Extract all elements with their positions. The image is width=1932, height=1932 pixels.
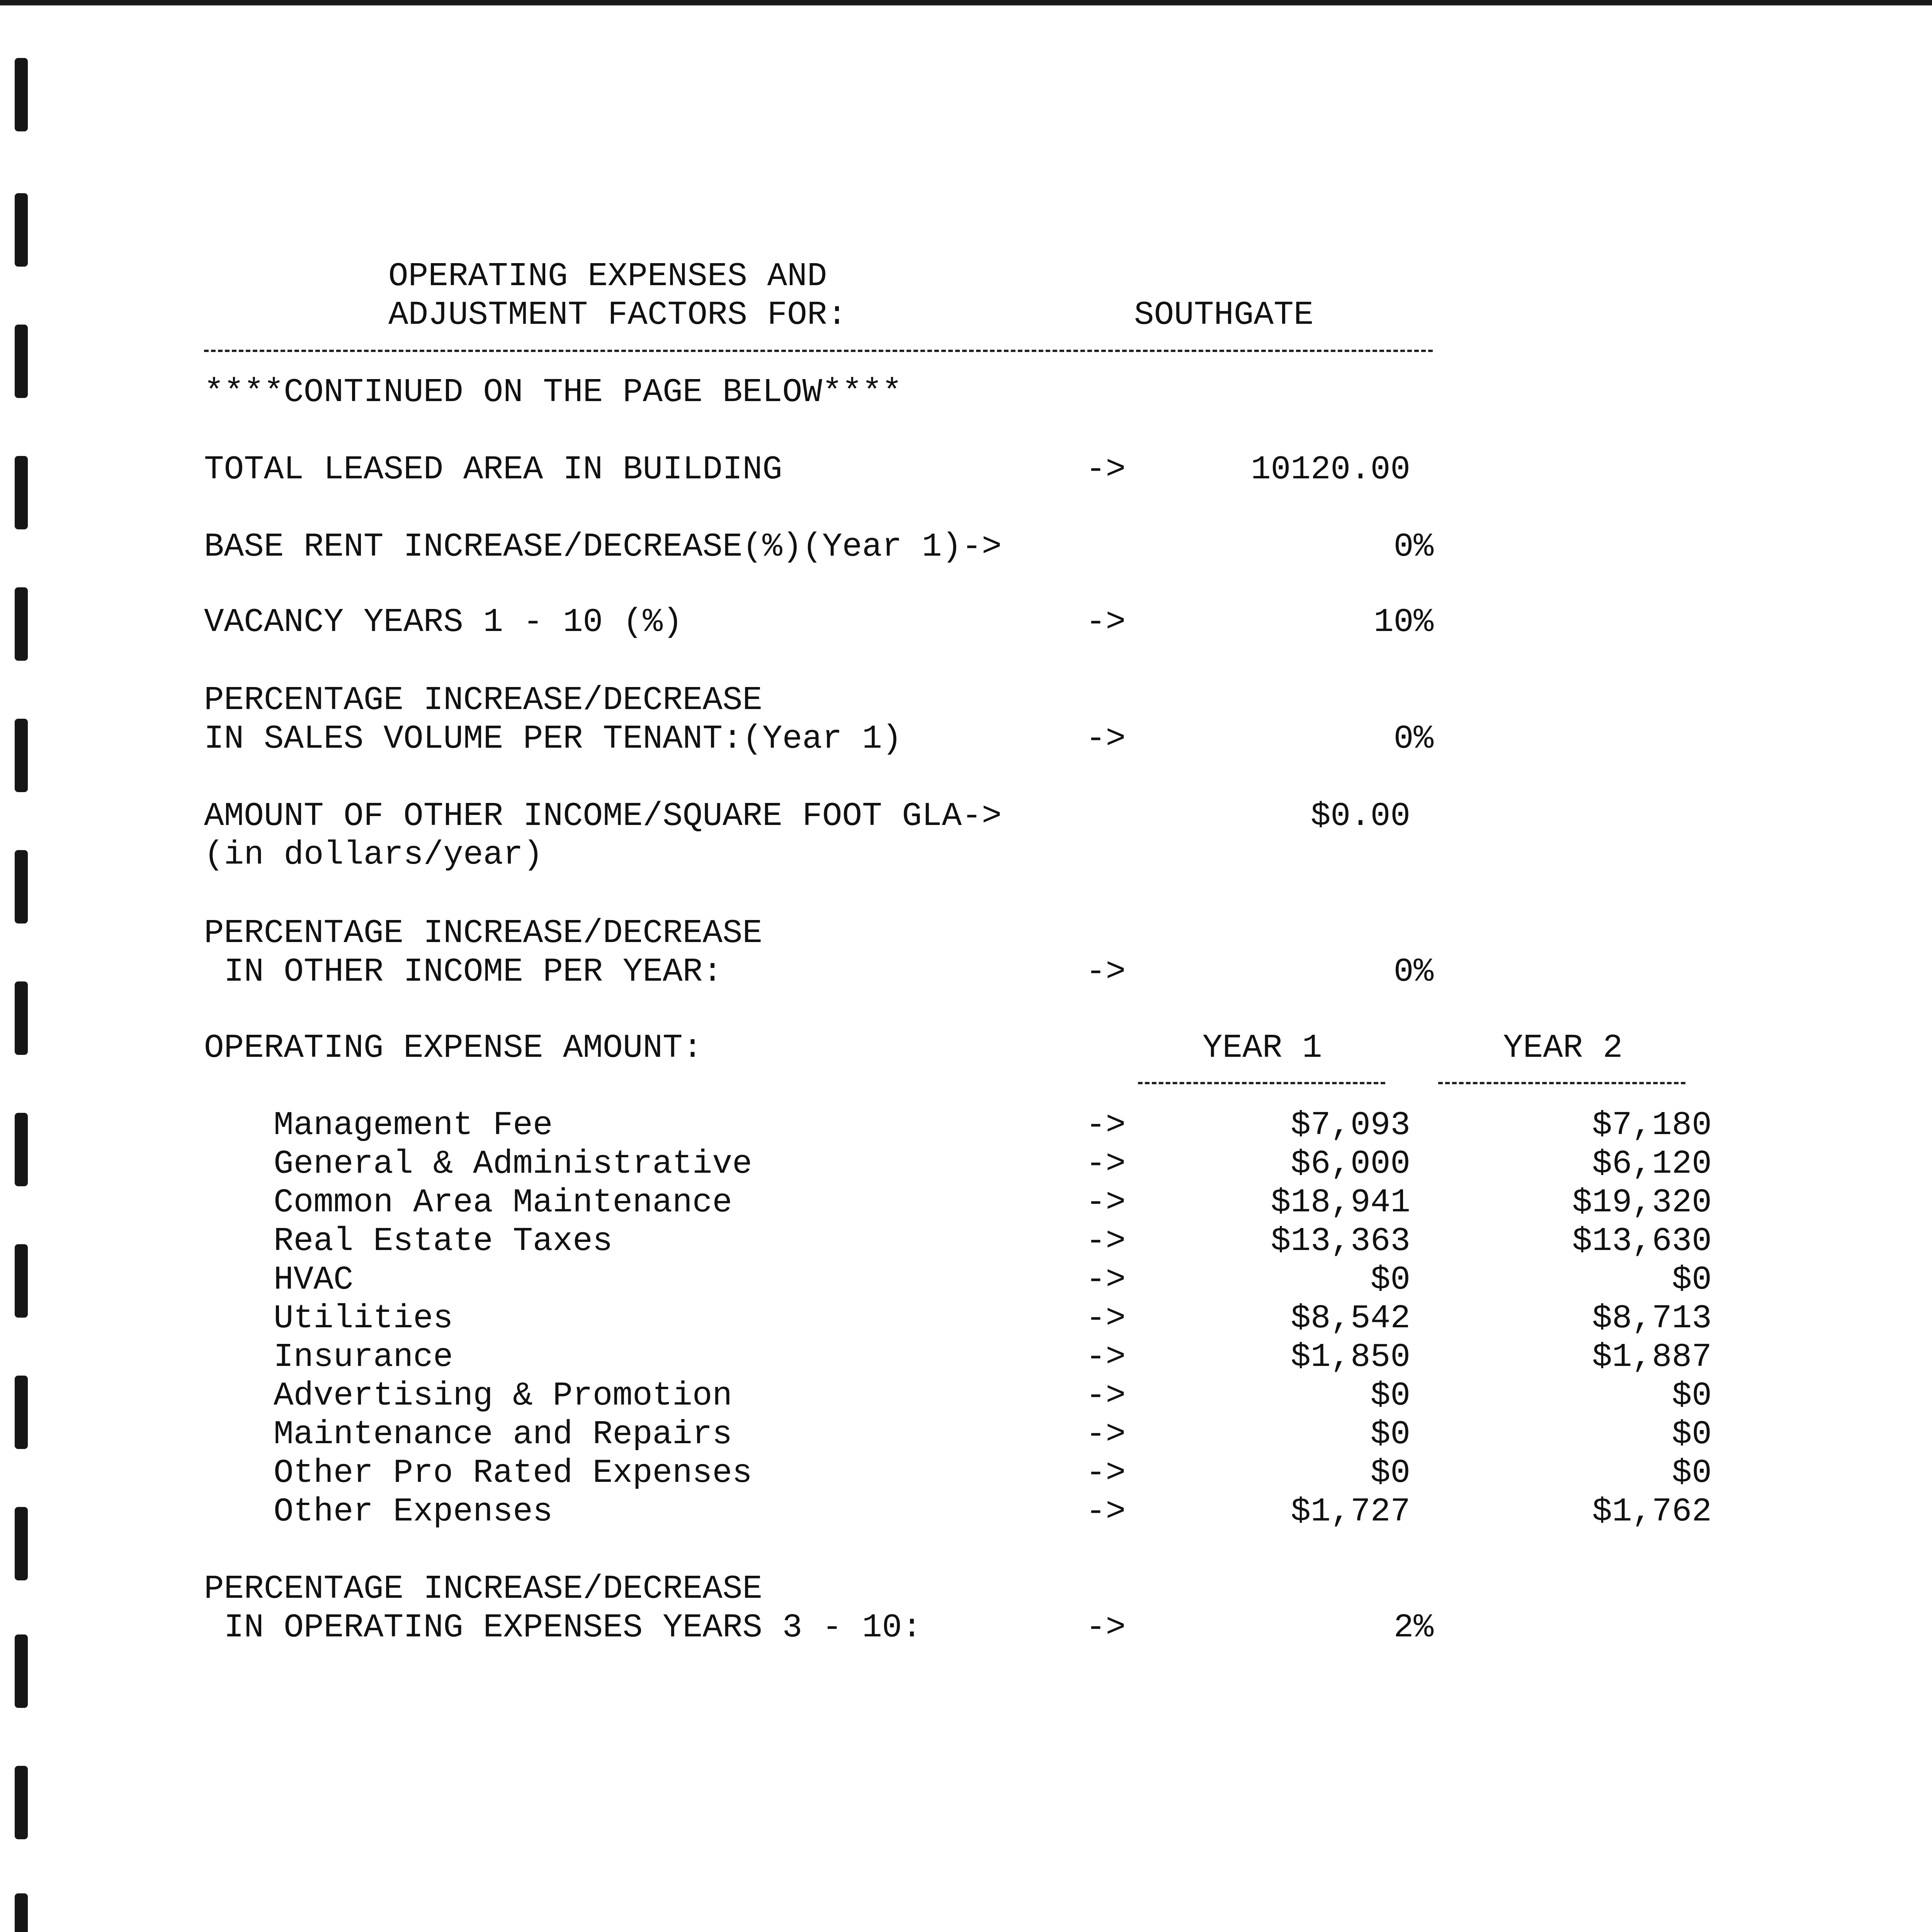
expense-label: Maintenance and Repairs [274, 1415, 732, 1453]
vacancy-value: 10% [1374, 603, 1434, 641]
binder-hole [15, 456, 28, 529]
other-income-change-label-line2: IN OTHER INCOME PER YEAR: [204, 953, 723, 991]
arrow: -> [1086, 1106, 1126, 1144]
binder-hole [15, 1766, 28, 1839]
binder-hole [15, 850, 28, 923]
expense-year1: $1,727 [1291, 1493, 1410, 1531]
expense-label: Advertising & Promotion [274, 1377, 732, 1415]
binder-hole [15, 587, 28, 661]
binder-hole [15, 1634, 28, 1708]
expense-year1: $0 [1370, 1377, 1410, 1415]
binder-hole [15, 1376, 28, 1449]
expense-year1: $0 [1370, 1415, 1410, 1453]
sales-volume-value: 0% [1393, 720, 1434, 758]
sales-volume-label-line2: IN SALES VOLUME PER TENANT:(Year 1) [204, 720, 902, 758]
expense-year2: $8,713 [1592, 1299, 1712, 1337]
binder-hole [15, 325, 28, 398]
arrow: -> [1086, 1184, 1126, 1221]
expense-year1: $1,850 [1291, 1338, 1410, 1376]
expense-label: Management Fee [274, 1106, 553, 1144]
expense-label: Other Expenses [274, 1493, 553, 1531]
arrow: -> [1086, 1454, 1126, 1492]
binder-hole [15, 1893, 28, 1932]
binder-hole [15, 719, 28, 792]
expense-year2: $1,887 [1592, 1338, 1712, 1376]
property-name: SOUTHGATE [1134, 296, 1314, 334]
expense-year2: $0 [1672, 1415, 1712, 1453]
binder-hole [15, 1507, 28, 1580]
expense-year1: $13,363 [1270, 1222, 1410, 1260]
binder-hole [15, 1113, 28, 1186]
page-edge-top [0, 0, 1932, 5]
expense-label: Utilities [274, 1299, 453, 1337]
expense-year2: $6,120 [1592, 1145, 1712, 1183]
opex-change-label-line1: PERCENTAGE INCREASE/DECREASE [204, 1570, 763, 1608]
expense-label: HVAC [274, 1261, 354, 1299]
header-divider [204, 350, 1433, 352]
expense-year1: $8,542 [1291, 1299, 1410, 1337]
expense-year1: $7,093 [1291, 1106, 1410, 1144]
continued-note: ****CONTINUED ON THE PAGE BELOW**** [204, 373, 902, 411]
expense-year2: $1,762 [1592, 1493, 1712, 1531]
arrow: -> [1086, 1222, 1126, 1260]
arrow: -> [1086, 603, 1126, 641]
expense-label: General & Administrative [274, 1145, 752, 1183]
base-rent-value: 0% [1393, 528, 1434, 566]
arrow: -> [1086, 451, 1126, 488]
arrow: -> [1086, 1261, 1126, 1299]
total-leased-area-value: 10120.00 [1251, 451, 1410, 488]
header-title-line2: ADJUSTMENT FACTORS FOR: [388, 296, 847, 334]
arrow: -> [1086, 1377, 1126, 1415]
expense-year2: $0 [1672, 1454, 1712, 1492]
binder-hole [15, 1244, 28, 1318]
sales-volume-label-line1: PERCENTAGE INCREASE/DECREASE [204, 681, 763, 719]
column-header-year1: YEAR 1 [1202, 1029, 1322, 1067]
expense-label: Common Area Maintenance [274, 1184, 732, 1221]
expense-year2: $19,320 [1572, 1184, 1712, 1221]
year2-underline [1438, 1082, 1685, 1084]
binder-hole [15, 981, 28, 1055]
arrow: -> [1086, 1493, 1126, 1531]
binder-hole [15, 58, 28, 131]
expenses-heading: OPERATING EXPENSE AMOUNT: [204, 1029, 703, 1067]
expense-year1: $6,000 [1291, 1145, 1410, 1183]
opex-change-value: 2% [1393, 1609, 1434, 1646]
arrow: -> [1086, 1338, 1126, 1376]
binder-hole [15, 193, 28, 267]
other-income-value: $0.00 [1310, 797, 1410, 835]
total-leased-area-label: TOTAL LEASED AREA IN BUILDING [204, 451, 782, 488]
arrow: -> [1086, 1609, 1126, 1646]
arrow: -> [1086, 1415, 1126, 1453]
expense-label: Insurance [274, 1338, 453, 1376]
expense-label: Real Estate Taxes [274, 1222, 613, 1260]
expense-year2: $0 [1672, 1261, 1712, 1299]
other-income-label-line2: (in dollars/year) [204, 836, 543, 874]
expense-year2: $7,180 [1592, 1106, 1712, 1144]
base-rent-label: BASE RENT INCREASE/DECREASE(%)(Year 1)-> [204, 528, 1002, 566]
arrow: -> [1086, 953, 1126, 991]
expense-year2: $0 [1672, 1377, 1712, 1415]
other-income-change-value: 0% [1393, 953, 1434, 991]
arrow: -> [1086, 720, 1126, 758]
expense-year1: $0 [1370, 1454, 1410, 1492]
expense-year1: $18,941 [1270, 1184, 1410, 1221]
header-title-line1: OPERATING EXPENSES AND [388, 257, 827, 295]
expense-year2: $13,630 [1572, 1222, 1712, 1260]
year1-underline [1138, 1082, 1385, 1084]
vacancy-label: VACANCY YEARS 1 - 10 (%) [204, 603, 683, 641]
arrow: -> [1086, 1145, 1126, 1183]
column-header-year2: YEAR 2 [1503, 1029, 1623, 1067]
expense-year1: $0 [1370, 1261, 1410, 1299]
opex-change-label-line2: IN OPERATING EXPENSES YEARS 3 - 10: [204, 1609, 922, 1646]
other-income-change-label-line1: PERCENTAGE INCREASE/DECREASE [204, 914, 763, 952]
expense-label: Other Pro Rated Expenses [274, 1454, 752, 1492]
other-income-label-line1: AMOUNT OF OTHER INCOME/SQUARE FOOT GLA-> [204, 797, 1002, 835]
arrow: -> [1086, 1299, 1126, 1337]
